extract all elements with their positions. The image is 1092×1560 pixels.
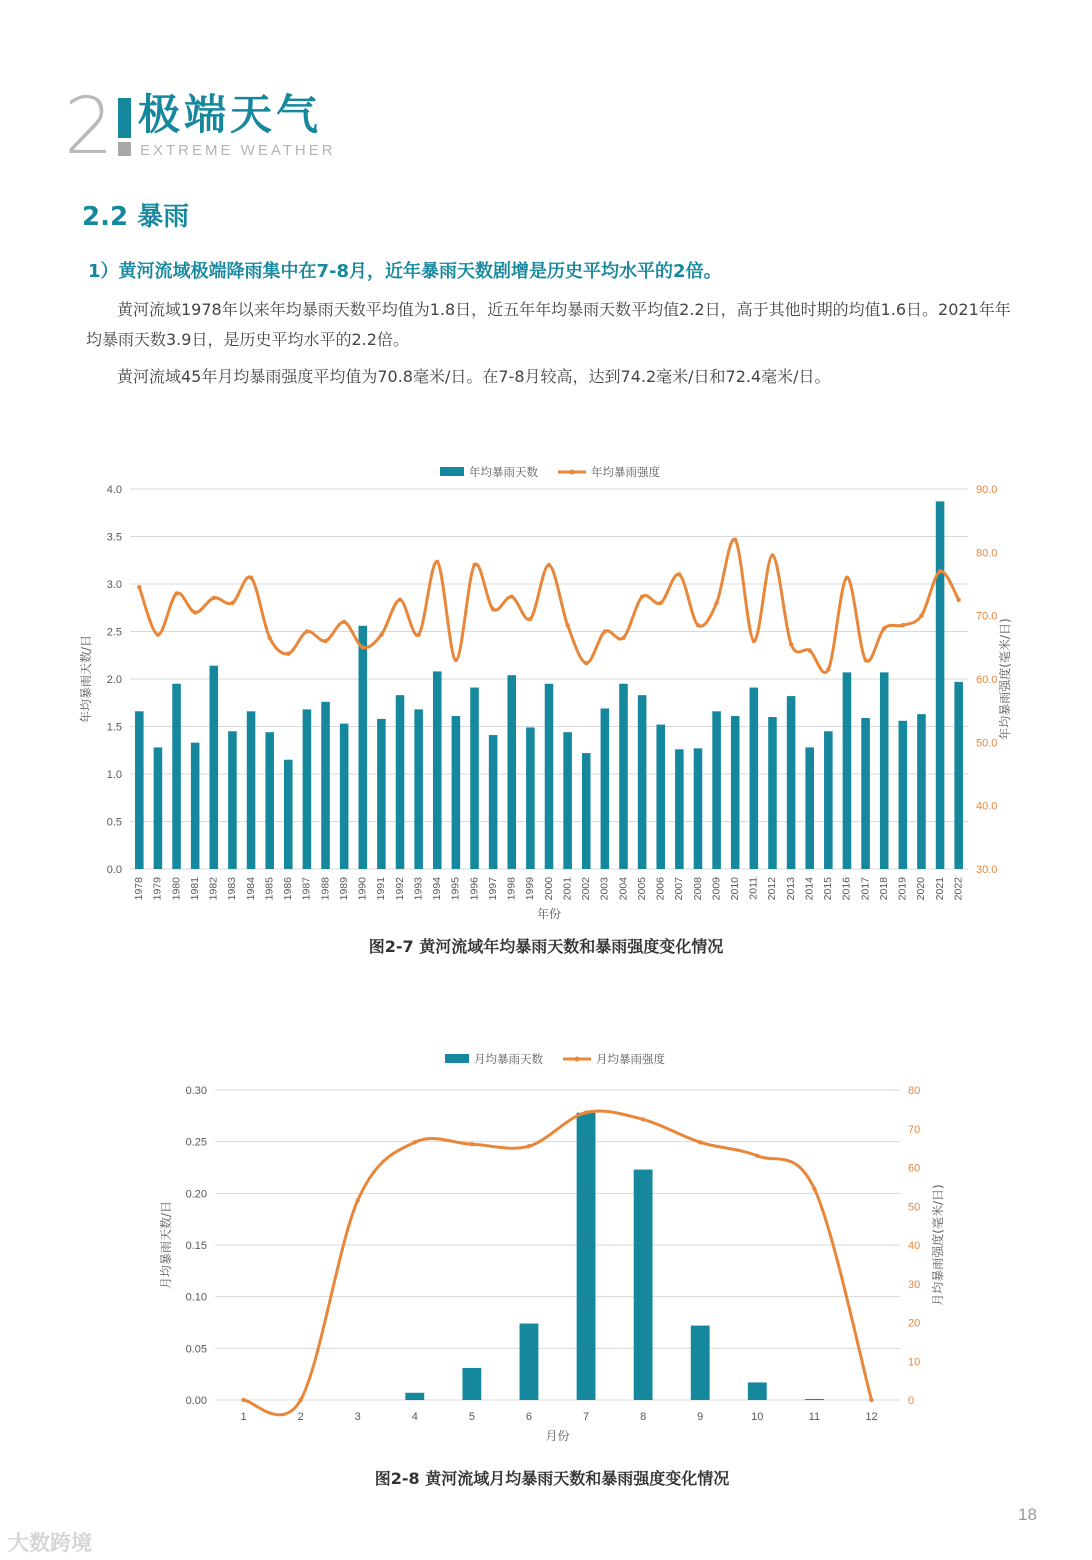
line-point [527, 1144, 531, 1148]
bar [452, 716, 461, 869]
subsection-title: 2.2 暴雨 [82, 202, 190, 232]
legend-marker [570, 470, 575, 475]
x-tick-label: 2009 [710, 877, 723, 901]
bar [731, 716, 740, 869]
y2-tick-label: 30.0 [976, 864, 998, 876]
x-tick-label: 2020 [915, 877, 928, 901]
x-tick-label: 1999 [524, 877, 537, 901]
bar [619, 684, 628, 869]
bar [191, 743, 200, 869]
line-point [241, 1398, 245, 1402]
line-point [956, 598, 960, 602]
x-tick-label: 2013 [784, 877, 797, 901]
y-tick-label: 0.0 [106, 864, 122, 876]
y-tick-label: 0.25 [185, 1136, 207, 1149]
bar [210, 666, 219, 869]
x-tick-label: 9 [697, 1411, 704, 1423]
x-tick-label: 2 [297, 1411, 304, 1423]
x-tick-label: 2000 [542, 877, 555, 901]
legend-swatch-bar [445, 1054, 469, 1063]
bar [462, 1368, 481, 1400]
x-tick-label: 1984 [244, 877, 257, 901]
bar [899, 721, 908, 869]
x-tick-label: 1985 [263, 877, 276, 901]
y2-tick-label: 10 [908, 1356, 921, 1369]
x-tick-label: 2012 [766, 877, 779, 901]
x-tick-label: 1994 [431, 877, 444, 901]
bar [601, 708, 610, 869]
y-tick-label: 0.30 [185, 1085, 207, 1097]
bar [414, 709, 423, 869]
line-point [547, 563, 551, 567]
x-tick-label: 10 [751, 1411, 764, 1423]
bar [917, 714, 926, 869]
monthly-chart-svg [150, 1040, 950, 1460]
line-point [621, 636, 625, 640]
line-point [137, 585, 141, 589]
line-point [342, 620, 346, 624]
line-point [659, 601, 663, 605]
line-point [770, 553, 774, 557]
bar [321, 702, 330, 869]
line-point [919, 613, 923, 617]
x-tick-label: 2006 [654, 877, 667, 901]
line-point [826, 667, 830, 671]
line-point [812, 1187, 816, 1191]
bar [824, 731, 833, 869]
bar [880, 672, 889, 869]
x-tick-label: 2010 [729, 877, 742, 901]
figure-caption: 图2-7 黄河流域年均暴雨天数和暴雨强度变化情况 [368, 937, 724, 956]
x-tick-label: 1982 [207, 877, 220, 901]
x-tick-label: 1995 [449, 877, 462, 901]
y2-axis-title: 月均暴雨强度(毫米/日) [931, 1184, 945, 1306]
bar [582, 753, 591, 869]
bar [303, 709, 312, 869]
line-point [212, 596, 216, 600]
y-axis-title: 月均暴雨天数/日 [159, 1200, 173, 1290]
x-tick-label: 2016 [840, 877, 853, 901]
line-point [472, 563, 476, 567]
line-point [845, 575, 849, 579]
bar [954, 682, 963, 869]
bar [489, 735, 498, 869]
bar [805, 1399, 824, 1400]
line-point [416, 632, 420, 636]
bar [526, 727, 535, 869]
line-point [640, 594, 644, 598]
line-point [249, 575, 253, 579]
series-line [139, 539, 958, 672]
y2-tick-label: 50.0 [976, 737, 998, 750]
bar [691, 1326, 710, 1400]
line-point [491, 607, 495, 611]
line-point [413, 1140, 417, 1144]
line-point [869, 1398, 873, 1402]
line-point [901, 623, 905, 627]
x-tick-label: 2015 [822, 877, 835, 901]
y2-tick-label: 80.0 [976, 547, 998, 560]
x-tick-label: 2004 [617, 877, 630, 901]
x-tick-label: 6 [525, 1411, 533, 1423]
x-tick-label: 1996 [468, 877, 481, 901]
y-tick-label: 2.5 [106, 626, 122, 639]
bar [748, 1382, 767, 1400]
bar [247, 711, 256, 869]
line-point [733, 537, 737, 541]
bar [377, 719, 386, 869]
bar [936, 501, 945, 869]
x-tick-label: 1983 [226, 877, 239, 901]
bar [563, 732, 572, 869]
line-point [528, 617, 532, 621]
bar [470, 688, 479, 869]
x-tick-label: 8 [640, 1411, 647, 1423]
bar [507, 675, 516, 869]
page-number: 18 [1018, 1505, 1037, 1524]
y-tick-label: 3.0 [106, 579, 122, 591]
x-tick-label: 1 [240, 1411, 247, 1423]
y-axis-title: 年均暴雨天数/日 [79, 634, 93, 724]
y-tick-label: 1.0 [106, 769, 122, 781]
x-axis-title: 年份 [536, 907, 562, 921]
x-tick-label: 2017 [859, 877, 872, 901]
x-tick-label: 2002 [580, 877, 593, 901]
y-tick-label: 4.0 [106, 484, 122, 496]
x-tick-label: 1987 [300, 877, 313, 901]
x-tick-label: 2005 [635, 877, 648, 901]
x-tick-label: 2022 [952, 877, 965, 901]
x-tick-label: 1992 [393, 877, 406, 901]
x-tick-label: 1981 [188, 877, 201, 901]
figure-caption: 图2-8 黄河流域月均暴雨天数和暴雨强度变化情况 [374, 1469, 730, 1488]
bar [638, 695, 647, 869]
x-tick-label: 4 [411, 1411, 418, 1423]
legend-label: 月均暴雨天数 [474, 1052, 543, 1066]
line-point [603, 629, 607, 633]
x-tick-label: 1997 [486, 877, 499, 901]
line-point [714, 601, 718, 605]
y2-tick-label: 30 [908, 1278, 921, 1291]
paragraph: 黄河流域45年月均暴雨强度平均值为70.8毫米/日。在7-8月较高，达到74.2毫米/日和72.4毫米/日。 [117, 367, 831, 386]
x-tick-label: 1980 [170, 877, 183, 901]
x-tick-label: 3 [354, 1411, 361, 1423]
line-point [808, 648, 812, 652]
line-point [193, 610, 197, 614]
line-point [752, 639, 756, 643]
line-point [398, 598, 402, 602]
line-point [696, 623, 700, 627]
line-point [267, 636, 271, 640]
x-tick-label: 1989 [337, 877, 350, 901]
line-point [641, 1117, 645, 1121]
y2-tick-label: 90.0 [976, 484, 998, 496]
bar [396, 695, 405, 869]
annual-chart-svg [80, 455, 1010, 925]
x-tick-label: 2018 [877, 877, 890, 901]
line-point [565, 623, 569, 627]
line-point [789, 642, 793, 646]
line-point [584, 1110, 588, 1114]
bar [433, 671, 442, 869]
bar [843, 672, 852, 869]
line-point [286, 651, 290, 655]
line-point [323, 639, 327, 643]
y-tick-label: 0.15 [185, 1240, 207, 1252]
x-axis-title: 月份 [545, 1429, 570, 1443]
legend-label: 年均暴雨天数 [469, 465, 538, 479]
x-tick-label: 2007 [673, 877, 686, 901]
line-point [698, 1140, 702, 1144]
y2-axis-title: 年均暴雨强度(毫米/日) [998, 618, 1012, 740]
line-point [174, 591, 178, 595]
legend-label: 月均暴雨强度 [596, 1052, 665, 1066]
y2-tick-label: 0 [908, 1395, 915, 1407]
bar [694, 748, 703, 869]
x-tick-label: 1993 [412, 877, 425, 901]
x-tick-label: 1990 [356, 877, 369, 901]
bar [634, 1170, 653, 1400]
legend-swatch-bar [440, 467, 464, 476]
y-tick-label: 1.5 [106, 721, 122, 734]
x-tick-label: 2019 [896, 877, 909, 901]
bar [545, 684, 554, 869]
y2-tick-label: 80 [908, 1085, 921, 1097]
y2-tick-label: 60.0 [976, 674, 998, 686]
line-point [882, 626, 886, 630]
line-point [470, 1142, 474, 1146]
key-point: 1）黄河流域极端降雨集中在7-8月，近年暴雨天数剧增是历史平均水平的2倍。 [88, 261, 722, 282]
series-line [244, 1111, 872, 1415]
line-point [305, 629, 309, 633]
x-tick-label: 12 [865, 1411, 878, 1423]
subtitle-accent-bar [118, 142, 131, 156]
bar [805, 747, 814, 869]
x-tick-label: 2021 [933, 877, 946, 901]
x-tick-label: 5 [468, 1411, 475, 1423]
bar [172, 684, 181, 869]
bar [787, 696, 796, 869]
y-tick-label: 3.5 [106, 531, 122, 544]
y2-tick-label: 40 [908, 1240, 921, 1252]
line-point [298, 1398, 302, 1402]
y-tick-label: 2.0 [106, 674, 122, 686]
y-tick-label: 0.10 [185, 1291, 207, 1304]
x-tick-label: 1991 [375, 877, 388, 901]
y-tick-label: 0.00 [185, 1395, 207, 1407]
x-tick-label: 1998 [505, 877, 518, 901]
bar [861, 718, 870, 869]
bar [154, 747, 163, 869]
y2-tick-label: 70 [908, 1123, 921, 1136]
x-tick-label: 2008 [691, 877, 704, 901]
bar [405, 1393, 424, 1400]
line-point [938, 569, 942, 573]
x-tick-label: 1988 [319, 877, 332, 901]
line-point [361, 645, 365, 649]
line-point [584, 661, 588, 665]
line-point [356, 1198, 360, 1202]
bar [750, 688, 759, 869]
line-point [435, 560, 439, 564]
line-point [454, 658, 458, 662]
line-point [863, 658, 867, 662]
bar [358, 626, 367, 869]
bar [712, 711, 721, 869]
section-subtitle: EXTREME WEATHER [140, 142, 336, 159]
line-point [677, 572, 681, 576]
bar [228, 731, 237, 869]
bar [135, 711, 144, 869]
bar [265, 732, 274, 869]
bar [768, 717, 777, 869]
line-point [156, 632, 160, 636]
y2-tick-label: 70.0 [976, 610, 998, 623]
y-tick-label: 0.05 [185, 1343, 207, 1356]
x-tick-label: 11 [808, 1411, 821, 1423]
legend-marker [575, 1057, 580, 1062]
x-tick-label: 7 [582, 1411, 590, 1423]
bar [340, 724, 349, 869]
line-point [379, 632, 383, 636]
x-tick-label: 2014 [803, 877, 816, 901]
legend-label: 年均暴雨强度 [591, 465, 660, 479]
x-tick-label: 1979 [151, 877, 164, 901]
y2-tick-label: 40.0 [976, 800, 998, 813]
y-tick-label: 0.5 [106, 816, 122, 829]
x-tick-label: 2011 [747, 877, 760, 900]
section-title: 极端天气 [138, 90, 323, 139]
y2-tick-label: 20 [908, 1317, 921, 1330]
x-tick-label: 1978 [133, 877, 146, 901]
line-point [230, 601, 234, 605]
bar [577, 1113, 596, 1400]
bar [284, 760, 293, 869]
line-point [510, 594, 514, 598]
section-number: 2 [64, 82, 114, 172]
y2-tick-label: 60 [908, 1162, 921, 1175]
line-point [755, 1154, 759, 1158]
y-tick-label: 0.20 [185, 1188, 207, 1201]
title-accent-bar [118, 98, 131, 138]
bar [520, 1324, 539, 1400]
bar [656, 725, 665, 869]
x-tick-label: 1986 [282, 877, 295, 901]
watermark: 大数跨境 [8, 1531, 92, 1555]
x-tick-label: 2003 [598, 877, 611, 901]
x-tick-label: 2001 [561, 877, 574, 901]
y2-tick-label: 50 [908, 1201, 921, 1214]
bar [675, 749, 684, 869]
paragraph: 黄河流域1978年以来年均暴雨天数平均值为1.8日，近五年年均暴雨天数平均值2.2日，高于其他时期的均值1.6日。2021年年均暴雨天数3.9日，是历史平均水平的2.2倍。 [86, 300, 1011, 349]
